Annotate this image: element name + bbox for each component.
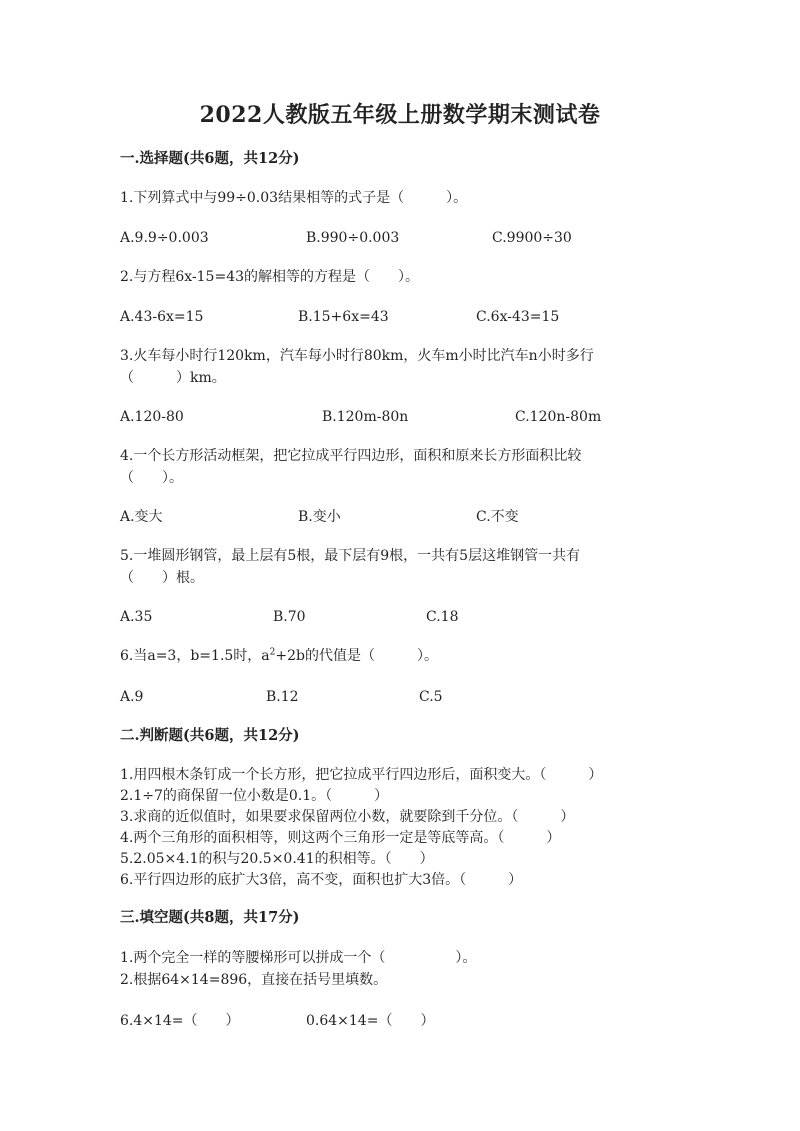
q1-option-c: C.9900÷30 <box>492 230 572 246</box>
judge-item-6: 6.平行四边形的底扩大3倍，高不变，面积也扩大3倍。（ ） <box>120 872 523 888</box>
q6-option-b: B.12 <box>266 689 299 705</box>
q6-stem-before: 6.当a=3，b=1.5时，a <box>120 648 270 664</box>
q6-option-c: C.5 <box>419 689 443 705</box>
section-1-heading: 一.选择题(共6题，共12分) <box>120 150 300 167</box>
q3-option-c: C.120n-80m <box>515 409 602 425</box>
q3-option-a: A.120-80 <box>120 409 184 425</box>
q5-stem-line1: 5.一堆圆形钢管，最上层有5根，最下层有9根，一共有5层这堆钢管一共有 <box>120 548 581 564</box>
q4-stem-line2: （ ）。 <box>120 470 183 486</box>
q6-stem-exponent: 2 <box>269 647 276 658</box>
q1-option-a: A.9.9÷0.003 <box>120 230 209 246</box>
q4-option-a: A.变大 <box>120 509 163 525</box>
q4-stem-line1: 4.一个长方形活动框架，把它拉成平行四边形，面积和原来长方形面积比较 <box>120 448 582 464</box>
q2-stem: 2.与方程6x-15=43的解相等的方程是（ ）。 <box>120 269 420 285</box>
q2-option-b: B.15+6x=43 <box>298 309 389 325</box>
section-2-heading: 二.判断题(共6题，共12分) <box>120 727 300 744</box>
q2-option-a: A.43-6x=15 <box>120 309 204 325</box>
fill-blank-2: 0.64×14=（ ） <box>306 1013 435 1029</box>
q5-option-c: C.18 <box>426 609 459 625</box>
q3-stem-line2: （ ）km。 <box>120 370 226 386</box>
q4-option-b: B.变小 <box>298 509 341 525</box>
q5-option-a: A.35 <box>120 609 153 625</box>
judge-item-4: 4.两个三角形的面积相等，则这两个三角形一定是等底等高。（ ） <box>120 830 561 846</box>
q6-option-a: A.9 <box>120 689 144 705</box>
q4-option-c: C.不变 <box>476 509 519 525</box>
q1-stem: 1.下列算式中与99÷0.03结果相等的式子是（ ）。 <box>120 190 468 206</box>
q1-option-b: B.990÷0.003 <box>306 230 400 246</box>
judge-item-3: 3.求商的近似值时，如果要求保留两位小数，就要除到千分位。（ ） <box>120 809 575 825</box>
fill-blank-1: 6.4×14=（ ） <box>120 1013 240 1029</box>
fill-item-2: 2.根据64×14=896，直接在括号里填数。 <box>120 972 388 988</box>
section-3-heading: 三.填空题(共8题，共17分) <box>120 909 300 926</box>
judge-item-5: 5.2.05×4.1的积与20.5×0.41的积相等。（ ） <box>120 851 434 867</box>
judge-item-1: 1.用四根木条钉成一个长方形，把它拉成平行四边形后，面积变大。（ ） <box>120 767 603 783</box>
q6-stem <box>120 646 438 666</box>
q3-option-b: B.120m-80n <box>322 409 409 425</box>
q2-option-c: C.6x-43=15 <box>476 309 560 325</box>
judge-item-2: 2.1÷7的商保留一位小数是0.1。（ ） <box>120 788 389 804</box>
fill-item-1: 1.两个完全一样的等腰梯形可以拼成一个（ ）。 <box>120 950 477 966</box>
q5-option-b: B.70 <box>273 609 306 625</box>
q6-stem-after: +2b的代值是（ ）。 <box>275 648 438 664</box>
q3-stem-line1: 3.火车每小时行120km，汽车每小时行80km，火车m小时比汽车n小时多行 <box>120 348 594 364</box>
page-title: 2022人教版五年级上册数学期末测试卷 <box>199 102 601 128</box>
q5-stem-line2: （ ）根。 <box>120 570 204 586</box>
